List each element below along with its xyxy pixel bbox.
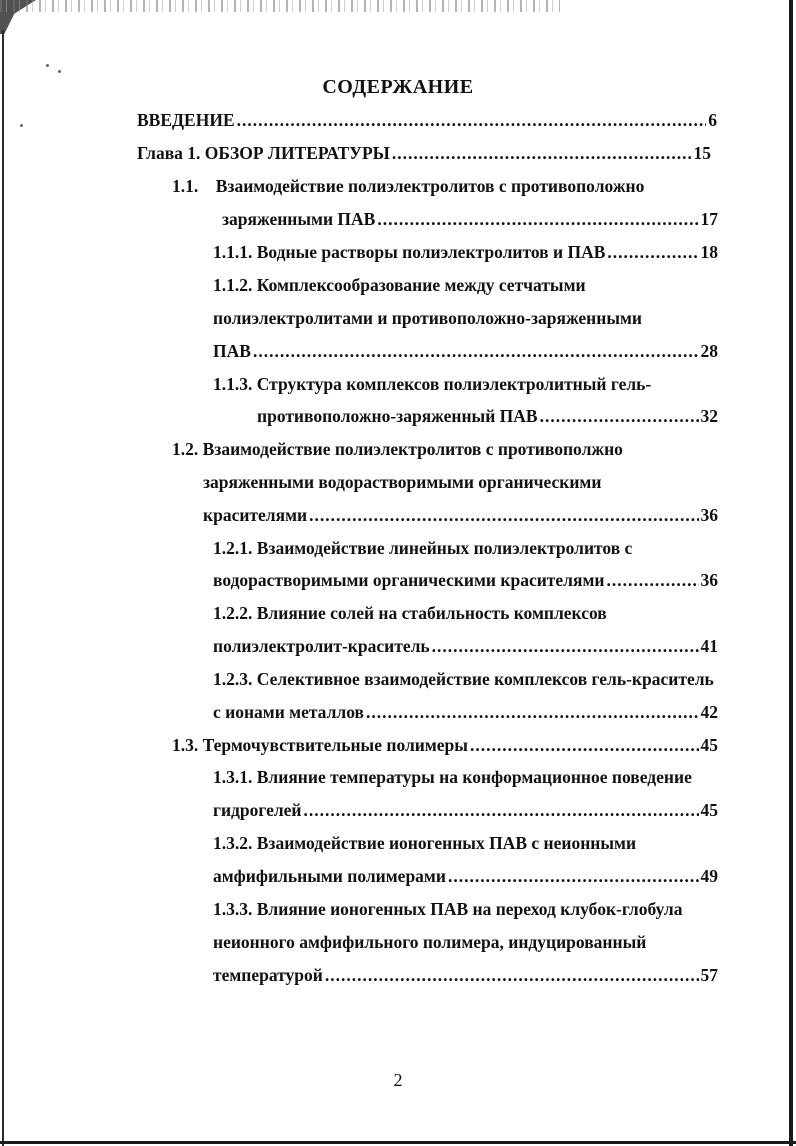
toc-leader-dots — [253, 341, 699, 362]
toc-entry-text: заряженными ПАВ — [222, 209, 376, 229]
toc-entry-text: Глава 1. ОБЗОР ЛИТЕРАТУРЫ — [137, 143, 390, 163]
toc-entry-text: 1.2.2. Влияние солей на стабильность комплексов — [213, 603, 607, 623]
toc-entry-1-1-3-line1 — [213, 374, 718, 398]
toc-page-number: 42 — [700, 702, 718, 722]
toc-entry-1-3-3-line2 — [213, 932, 718, 956]
toc-entry-text: гидрогелей — [213, 800, 302, 820]
toc-entry-1-3-2-line1 — [213, 833, 718, 857]
toc-leader-dots — [377, 209, 698, 230]
toc-entry-text: противоположно-заряженный ПАВ — [257, 406, 538, 426]
toc-entry-1-3 — [172, 735, 718, 759]
toc-entry-chapter-1 — [137, 143, 711, 167]
toc-entry-1-1-line1 — [172, 176, 712, 200]
toc-entry-text: заряженными водорастворимыми органическими — [203, 472, 602, 492]
toc-entry-text: 1.3.3. Влияние ионогенных ПАВ на переход клубок-глобула — [213, 899, 683, 919]
toc-leader-dots — [432, 636, 699, 657]
scan-speck — [58, 70, 61, 73]
toc-entry-text: ПАВ — [213, 341, 251, 361]
toc-entry-1-2-2-line1 — [213, 603, 718, 627]
toc-entry-1-1-2-line2 — [213, 308, 718, 332]
toc-entry-text: полиэлектролитами и противоположно-заряженными — [213, 308, 642, 328]
toc-entry-1-1-line2 — [222, 209, 718, 233]
toc-entry-text: 1.3.1. Влияние температуры на конформационное поведение — [213, 767, 692, 787]
toc-entry-1-2-line2 — [203, 472, 718, 496]
toc-page-number: 41 — [700, 636, 718, 656]
toc-page-number: 17 — [700, 209, 718, 229]
toc-page-number: 57 — [700, 965, 718, 985]
toc-entry-1-1-2-line1 — [213, 275, 718, 299]
toc-entry-1-2-1-line2 — [213, 570, 718, 594]
toc-entry-1-2-line1 — [172, 439, 712, 463]
toc-entry-text: водорастворимыми органическими красителями — [213, 570, 605, 590]
toc-entry-text: неионного амфифильного полимера, индуцированный — [213, 932, 647, 952]
toc-leader-dots — [606, 570, 698, 591]
toc-entry-text: с ионами металлов — [213, 702, 364, 722]
toc-entry-1-1-3-line2 — [257, 406, 718, 430]
toc-page-number: 45 — [700, 800, 718, 820]
toc-page-number: 6 — [708, 110, 717, 130]
toc-entry-text: 1.1.1. Водные растворы полиэлектролитов и ПАВ — [213, 242, 606, 262]
toc-page-number: 28 — [700, 341, 718, 361]
scan-top-noise — [0, 0, 560, 12]
toc-entry-text: полиэлектролит-краситель — [213, 636, 430, 656]
toc-entry-intro — [137, 110, 717, 134]
toc-entry-text: 1.1. Взаимодействие полиэлектролитов с противоположно — [172, 176, 645, 196]
scan-bottom-edge — [0, 1141, 796, 1144]
toc-entry-text: 1.2. Взаимодействие полиэлектролитов с противополжно — [172, 439, 623, 459]
toc-entry-1-2-line3 — [203, 505, 718, 529]
toc-page-number: 18 — [700, 242, 718, 262]
toc-page-number: 36 — [700, 505, 718, 525]
toc-page-number: 49 — [700, 866, 718, 886]
toc-leader-dots — [366, 702, 699, 723]
document-title: СОДЕРЖАНИЕ — [322, 76, 474, 98]
page-number: 2 — [393, 1070, 403, 1090]
scan-speck — [20, 124, 23, 127]
toc-entry-text: 1.3.2. Взаимодействие ионогенных ПАВ с неионными — [213, 833, 637, 853]
toc-leader-dots — [448, 866, 699, 887]
toc-entry-1-3-1-line2 — [213, 800, 718, 824]
toc-entry-text: ВВЕДЕНИЕ — [137, 110, 235, 130]
toc-entry-text: 1.1.3. Структура комплексов полиэлектролитный гель- — [213, 374, 652, 394]
toc-entry-1-3-3-line1 — [213, 899, 718, 923]
scan-right-edge — [789, 0, 793, 1146]
toc-entry-text: красителями — [203, 505, 308, 525]
toc-entry-1-3-3-line3 — [213, 965, 718, 989]
scan-speck — [46, 64, 49, 67]
toc-entry-text: температурой — [213, 965, 323, 985]
toc-page-number: 15 — [693, 143, 711, 163]
toc-leader-dots — [607, 242, 698, 263]
toc-leader-dots — [237, 110, 707, 131]
toc-entry-1-2-3-line1 — [213, 669, 718, 693]
toc-leader-dots — [392, 143, 692, 164]
toc-leader-dots — [309, 505, 698, 526]
scan-left-edge — [2, 30, 4, 1146]
toc-entry-1-2-2-line2 — [213, 636, 718, 660]
toc-leader-dots — [325, 965, 699, 986]
toc-leader-dots — [470, 735, 699, 756]
toc-entry-1-1-2-line3 — [213, 341, 718, 365]
toc-entry-1-2-1-line1 — [213, 538, 718, 562]
toc-entry-1-3-2-line2 — [213, 866, 718, 890]
toc-entry-text: 1.1.2. Комплексообразование между сетчатыми — [213, 275, 586, 295]
toc-leader-dots — [540, 406, 699, 427]
toc-entry-text: 1.2.1. Взаимодействие линейных полиэлектролитов с — [213, 538, 633, 558]
toc-entry-text: 1.3. Термочувствительные полимеры — [172, 735, 468, 755]
toc-entry-1-2-3-line2 — [213, 702, 718, 726]
toc-entry-text: 1.2.3. Селективное взаимодействие комплексов гель-краситель — [213, 669, 714, 689]
toc-page-number: 32 — [700, 406, 718, 426]
toc-entry-1-1-1 — [213, 242, 718, 266]
toc-entry-text: амфифильными полимерами — [213, 866, 446, 886]
toc-leader-dots — [304, 800, 699, 821]
toc-entry-1-3-1-line1 — [213, 767, 718, 791]
toc-page-number: 45 — [700, 735, 718, 755]
toc-page-number: 36 — [700, 570, 718, 590]
